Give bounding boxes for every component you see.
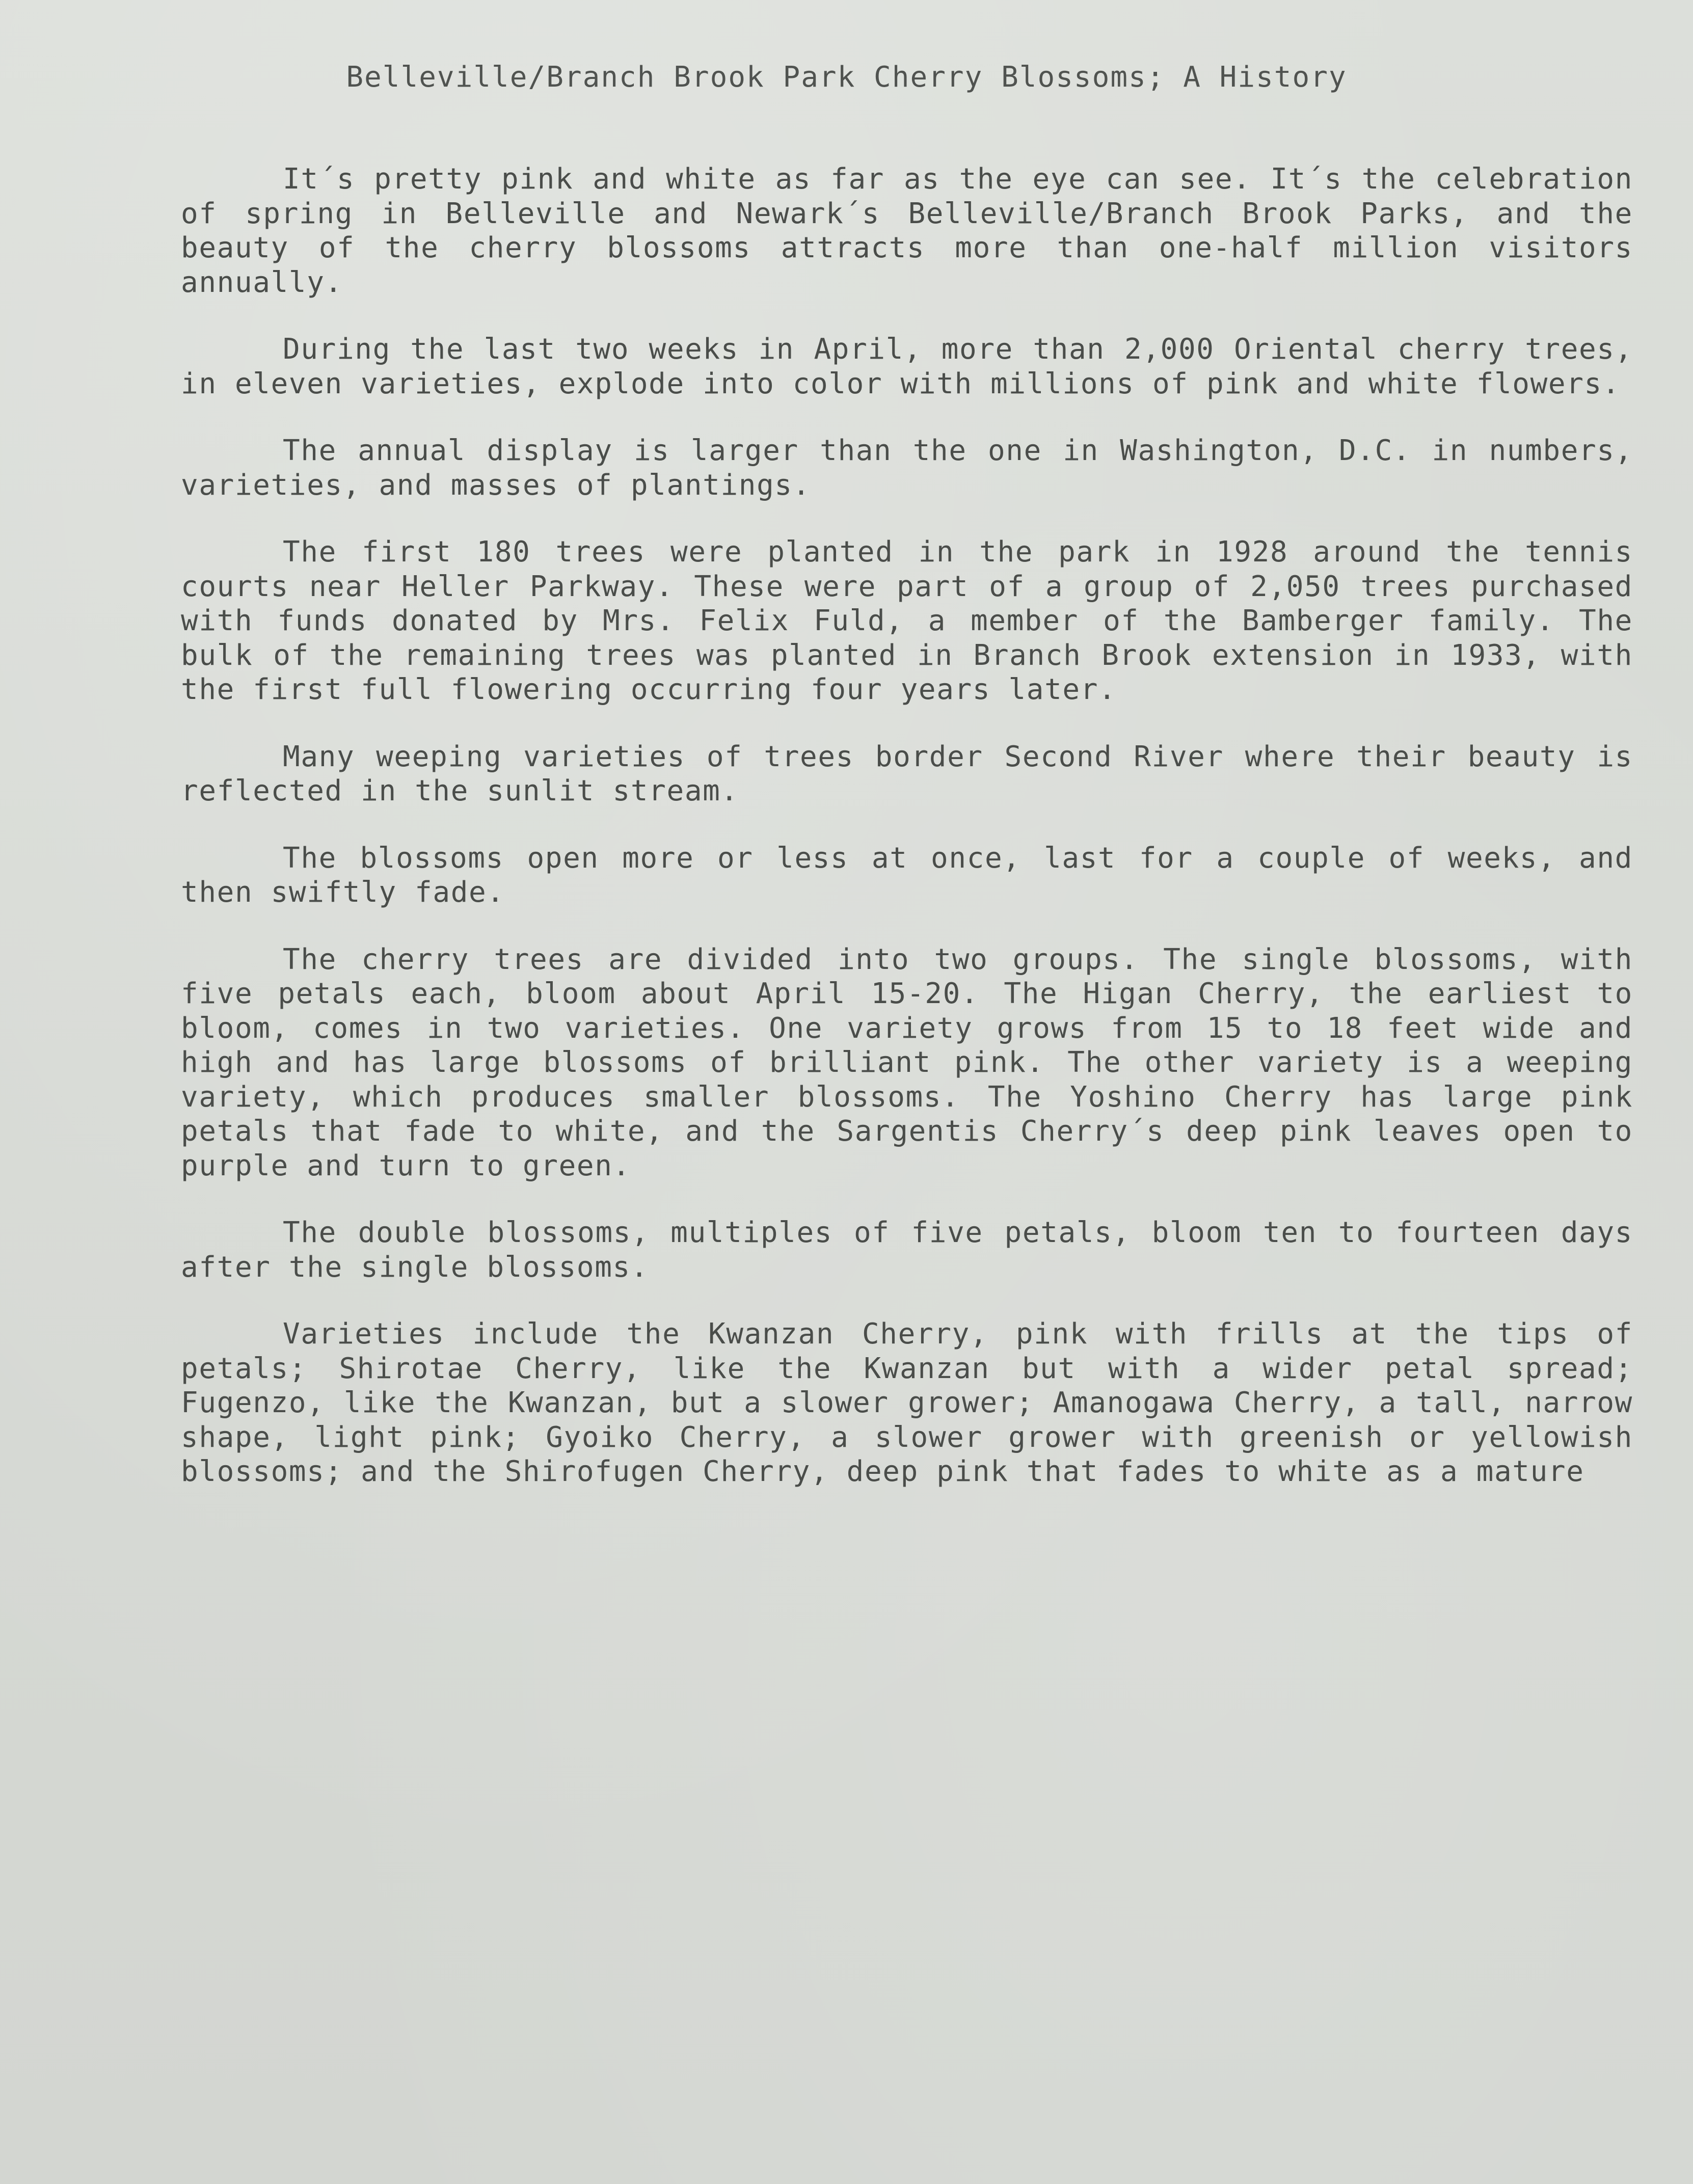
paragraph-annual-display: The annual display is larger than the one in Washington, D.C. in numbers, varieties, and masses of plantings. — [181, 434, 1633, 502]
paragraph-double-blossoms: The double blossoms, multiples of five petals, bloom ten to fourteen days after the single blossoms. — [181, 1216, 1633, 1284]
paragraph-weeping-varieties: Many weeping varieties of trees border Second River where their beauty is reflected in the sunlit stream. — [181, 740, 1633, 807]
paragraph-single-blossoms: The cherry trees are divided into two groups. The single blossoms, with five petals each, bloom about April 15-20. The Higan Cherry, the earliest to bloom, comes in two varieties. One variety grows from 15 to 18 feet wide and high and has large blossoms of brilliant pink. The other variety is a weeping variety, which produces smaller blossoms. The Yoshino Cherry has large pink petals that fade to white, and the Sargentis Cherry´s deep pink leaves open to purple and turn to green. — [181, 942, 1633, 1182]
paragraph-intro: It´s pretty pink and white as far as the eye can see. It´s the celebration of spring in Belleville and Newark´s Belleville/Branch Brook Parks, and the beauty of the cherry blossoms attracts more than one-half million visitors annually. — [181, 163, 1633, 299]
paragraph-blossom-timing: The blossoms open more or less at once, last for a couple of weeks, and then swiftly fade. — [181, 841, 1633, 909]
paragraph-april-bloom: During the last two weeks in April, more than 2,000 Oriental cherry trees, in eleven varieties, explode into color with millions of pink and white flowers. — [181, 333, 1633, 400]
paragraph-varieties: Varieties include the Kwanzan Cherry, pink with frills at the tips of petals; Shirotae Cherry, like the Kwanzan but with a wider petal spread; Fugenzo, like the Kwanzan, but a slower grower; Amanogawa Cherry, a tall, narrow shape, light pink; Gyoiko Cherry, a slower grower with greenish or yellowish blossoms; and the Shirofugen Cherry, deep pink that fades to white as a mature — [181, 1317, 1633, 1488]
paragraph-first-plantings: The first 180 trees were planted in the park in 1928 around the tennis courts near Heller Parkway. These were part of a group of 2,050 trees purchased with funds donated by Mrs. Felix Fuld, a member of the Bamberger family. The bulk of the remaining trees was planted in Branch Brook extension in 1933, with the first full flowering occurring four years later. — [181, 535, 1633, 706]
document-body — [181, 162, 1633, 1522]
document-title: Belleville/Branch Brook Park Cherry Blossoms; A History — [346, 61, 1347, 94]
